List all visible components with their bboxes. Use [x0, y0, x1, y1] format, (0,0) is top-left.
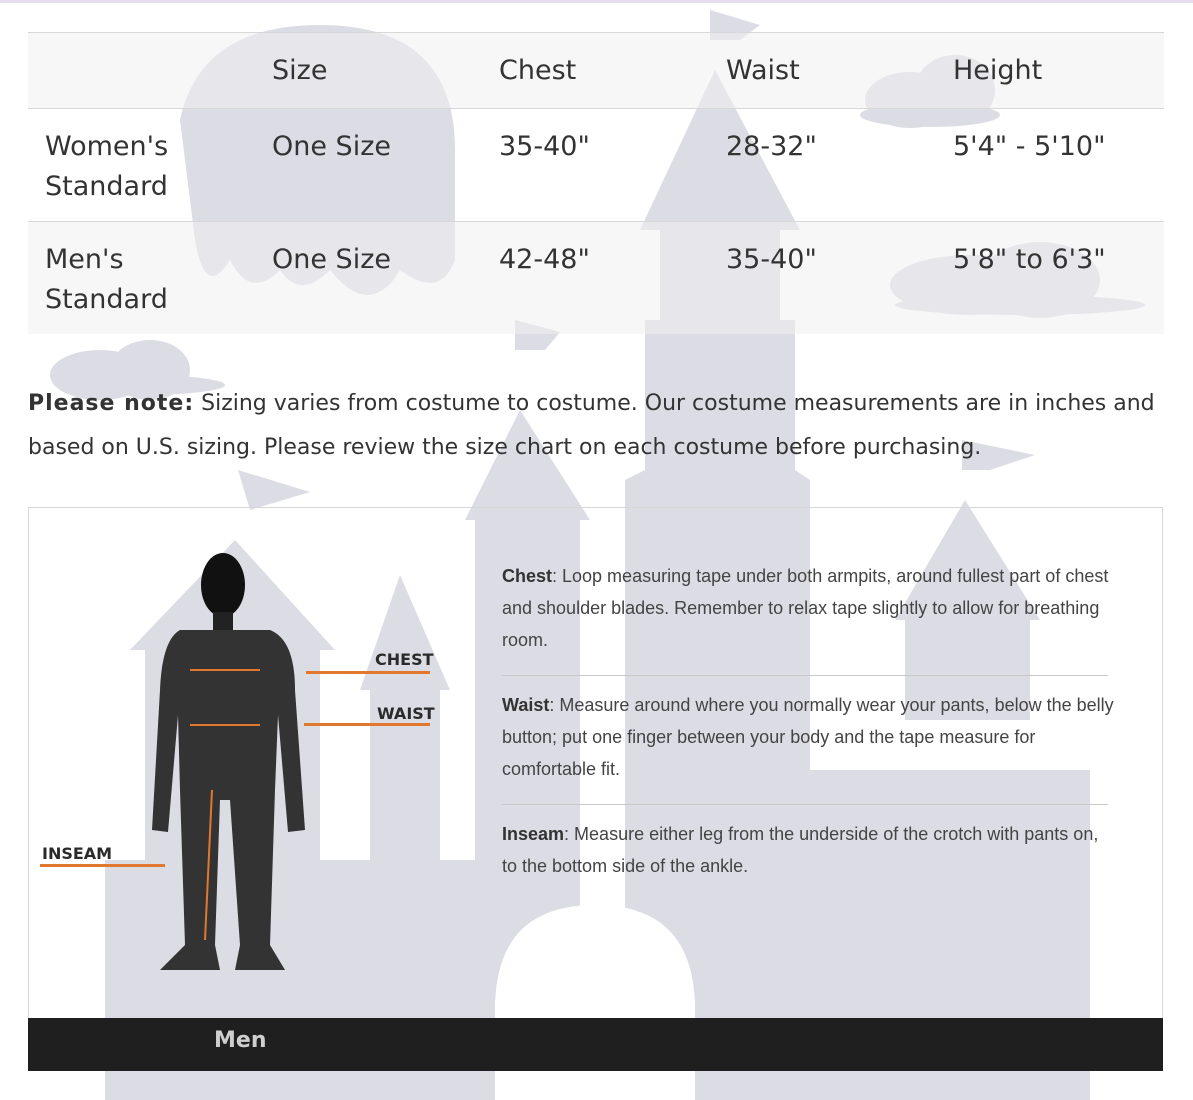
- header-size: Size: [272, 54, 328, 86]
- header-waist: Waist: [726, 54, 800, 86]
- row-label: [28, 127, 255, 221]
- table-row: [28, 109, 1164, 222]
- row-chest: 42-48": [499, 244, 590, 275]
- row-label-line2: Standard: [45, 171, 168, 202]
- sizing-note-text: Sizing varies from costume to costume. Our costume measurements are in inches and based on U.S. sizing. Please review the size chart on each costume before purchasing.: [28, 391, 1155, 460]
- waist-text: : Measure around where you normally wear your pants, below the belly button; put one finger between your body and the tape measure for comfortable fit.: [502, 695, 1114, 779]
- waist-label: WAIST: [377, 704, 435, 723]
- guide-footer-bar: [28, 1018, 1163, 1071]
- inseam-description: [502, 818, 1114, 882]
- row-size: One Size: [272, 131, 391, 162]
- row-waist: 35-40": [726, 244, 817, 275]
- chest-marker-line: [306, 671, 430, 674]
- sizing-note: [28, 382, 1168, 470]
- row-height: 5'8" to 6'3": [953, 244, 1106, 275]
- table-row: [28, 222, 1164, 334]
- row-waist: 28-32": [726, 131, 817, 162]
- row-height: 5'4" - 5'10": [953, 131, 1106, 162]
- chest-text: : Loop measuring tape under both armpits, around fullest part of chest and shoulder blades. Remember to relax tape slightly to allow for breathing room.: [502, 566, 1109, 650]
- row-label: [28, 240, 255, 334]
- sizing-note-bold: Please note:: [28, 391, 195, 416]
- row-size: One Size: [272, 244, 391, 275]
- inseam-text: : Measure either leg from the underside of the crotch with pants on, to the bottom side of the ankle.: [502, 824, 1099, 876]
- waist-term: Waist: [502, 695, 550, 715]
- divider: [502, 804, 1108, 805]
- chest-description: [502, 560, 1114, 656]
- waist-description: [502, 689, 1114, 785]
- inseam-label: INSEAM: [42, 844, 113, 863]
- divider: [502, 675, 1108, 676]
- inseam-term: Inseam: [502, 824, 565, 844]
- header-chest: Chest: [499, 54, 577, 86]
- table-header-row: [28, 32, 1164, 109]
- header-height: Height: [953, 54, 1043, 86]
- waist-marker-line: [304, 723, 430, 726]
- row-label-line1: Women's: [45, 131, 169, 162]
- row-label-line1: Men's: [45, 244, 124, 275]
- row-label-line2: Standard: [45, 284, 168, 315]
- guide-footer-label: Men: [214, 1028, 267, 1053]
- chest-label: CHEST: [375, 650, 434, 669]
- chest-term: Chest: [502, 566, 553, 586]
- size-table: [28, 32, 1164, 334]
- body-silhouette-illustration: [120, 550, 340, 990]
- inseam-marker-line: [40, 864, 165, 867]
- row-chest: 35-40": [499, 131, 590, 162]
